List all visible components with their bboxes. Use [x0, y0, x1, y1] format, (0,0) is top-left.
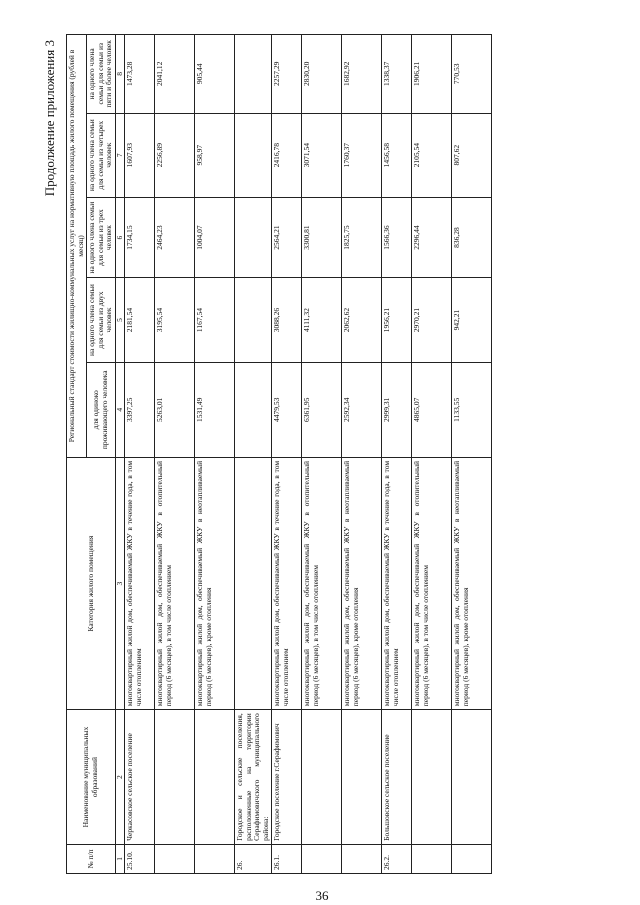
- row-number: 25.10.: [125, 844, 155, 873]
- row-number: 26.1.: [272, 844, 302, 873]
- header-col5: на одного члена семьи для семьи из двух человек: [87, 278, 116, 362]
- header-name: Наименование муниципальных образований: [67, 710, 116, 845]
- value-four: 3071,54: [302, 113, 342, 197]
- value-single: 3397,25: [125, 362, 155, 457]
- value-three: 2464,23: [155, 197, 195, 278]
- value-four: 958,97: [195, 113, 235, 197]
- value-four: 2416,78: [272, 113, 302, 197]
- municipality-name: Городское и сельские поселения, расположенные на территории Серафимовичского муниципального района:: [235, 710, 272, 845]
- rotated-page-content: [40, 34, 610, 874]
- index-cell: 6: [115, 197, 125, 278]
- value-three: [235, 197, 272, 278]
- municipality-name: [342, 710, 382, 845]
- value-four: 2256,89: [155, 113, 195, 197]
- value-single: 2999,31: [382, 362, 412, 457]
- value-five-plus: 1682,92: [342, 35, 382, 114]
- value-two: 1167,54: [195, 278, 235, 362]
- municipality-name: [195, 710, 235, 845]
- row-number: [342, 844, 382, 873]
- row-number: [195, 844, 235, 873]
- value-four: 1607,93: [125, 113, 155, 197]
- header-category: Категория жилого помещения: [67, 457, 116, 709]
- row-number: 26.: [235, 844, 272, 873]
- table-body: [125, 35, 492, 874]
- housing-category: многоквартирный жилой дом, обеспечиваемый ЖКУ в отопительный период (6 месяцев), в том числе отоплением: [302, 457, 342, 709]
- index-cell: 5: [115, 278, 125, 362]
- table-header: [67, 35, 125, 874]
- index-cell: 2: [115, 710, 125, 845]
- housing-category: многоквартирный жилой дом, обеспечиваемый ЖКУ в неотапливаемый период (6 месяцев), кроме отопления: [342, 457, 382, 709]
- value-single: 1531,49: [195, 362, 235, 457]
- row-number: [412, 844, 452, 873]
- index-row: [115, 35, 125, 874]
- header-col6: на одного члена семьи для семьи из трех человек: [87, 197, 116, 278]
- header-col4: для одиноко проживающего человека: [87, 362, 116, 457]
- value-five-plus: 2041,12: [155, 35, 195, 114]
- housing-category: многоквартирный жилой дом, обеспечиваемый ЖКУ в отопительный период (6 месяцев), в том числе отоплением: [412, 457, 452, 709]
- page-number: 36: [315, 888, 329, 903]
- header-group: Региональный стандарт стоимости жилищно-коммунальных услуг на нормативную площадь жилого помещения (рублей в месяц): [67, 35, 87, 458]
- table-row: [272, 35, 302, 874]
- value-single: [235, 362, 272, 457]
- header-col8: на одного члена семьи для семьи из пяти и более человек: [87, 35, 116, 114]
- value-single: 5263,01: [155, 362, 195, 457]
- table-row: [412, 35, 452, 874]
- value-single: 6361,95: [302, 362, 342, 457]
- row-number: [452, 844, 492, 873]
- index-cell: 1: [115, 844, 125, 873]
- table-row: [452, 35, 492, 874]
- value-two: 942,21: [452, 278, 492, 362]
- value-five-plus: 905,44: [195, 35, 235, 114]
- value-single: 4865,07: [412, 362, 452, 457]
- table-row: [125, 35, 155, 874]
- municipality-name: [155, 710, 195, 845]
- value-two: 3195,54: [155, 278, 195, 362]
- value-two: 2970,21: [412, 278, 452, 362]
- row-number: [302, 844, 342, 873]
- housing-category: многоквартирный жилой дом, обеспечиваемый ЖКУ в течение года, в том числе отоплением: [272, 457, 302, 709]
- housing-category: многоквартирный жилой дом, обеспечиваемый ЖКУ в отопительный период (6 месяцев), в том числе отоплением: [155, 457, 195, 709]
- value-two: [235, 278, 272, 362]
- value-five-plus: 1338,37: [382, 35, 412, 114]
- value-two: 2062,62: [342, 278, 382, 362]
- row-number: 26.2.: [382, 844, 412, 873]
- housing-category: многоквартирный жилой дом, обеспечиваемый ЖКУ в течение года, в том числе отоплением: [382, 457, 412, 709]
- value-single: 2592,34: [342, 362, 382, 457]
- value-two: 2181,54: [125, 278, 155, 362]
- value-four: [235, 113, 272, 197]
- value-four: 2105,54: [412, 113, 452, 197]
- value-three: 2564,21: [272, 197, 302, 278]
- index-cell: 8: [115, 35, 125, 114]
- housing-category: многоквартирный жилой дом, обеспечиваемый ЖКУ в неотапливаемый период (6 месяцев), кроме отопления: [452, 457, 492, 709]
- value-single: 4479,53: [272, 362, 302, 457]
- table-row: [155, 35, 195, 874]
- tariff-table: [66, 34, 492, 874]
- value-three: 1566,36: [382, 197, 412, 278]
- table-row: [195, 35, 235, 874]
- value-three: 836,28: [452, 197, 492, 278]
- table-row: [302, 35, 342, 874]
- index-cell: 3: [115, 457, 125, 709]
- municipality-name: Городское поселение г.Серафимович: [272, 710, 302, 845]
- row-number: [155, 844, 195, 873]
- value-four: 1760,37: [342, 113, 382, 197]
- value-single: 1133,55: [452, 362, 492, 457]
- value-three: 1825,75: [342, 197, 382, 278]
- municipality-name: [302, 710, 342, 845]
- value-three: 2296,44: [412, 197, 452, 278]
- municipality-name: Черкасовское сельское поселение: [125, 710, 155, 845]
- housing-category: [235, 457, 272, 709]
- municipality-name: [452, 710, 492, 845]
- value-three: 1004,07: [195, 197, 235, 278]
- value-four: 807,62: [452, 113, 492, 197]
- value-five-plus: 1906,21: [412, 35, 452, 114]
- value-two: 1956,21: [382, 278, 412, 362]
- value-three: 3300,81: [302, 197, 342, 278]
- value-three: 1734,15: [125, 197, 155, 278]
- value-five-plus: 770,53: [452, 35, 492, 114]
- header-no: № п/п: [67, 844, 116, 873]
- index-cell: 7: [115, 113, 125, 197]
- value-two: 4111,32: [302, 278, 342, 362]
- table-row: [342, 35, 382, 874]
- continuation-title: Продолжение приложения 3: [42, 40, 57, 197]
- header-col7: на одного члена семьи для семьи из четырех человек: [87, 113, 116, 197]
- housing-category: многоквартирный жилой дом, обеспечиваемый ЖКУ в течение года, в том числе отоплением: [125, 457, 155, 709]
- value-five-plus: [235, 35, 272, 114]
- value-five-plus: 2257,29: [272, 35, 302, 114]
- table-row: [235, 35, 272, 874]
- value-two: 3088,26: [272, 278, 302, 362]
- table-row: [382, 35, 412, 874]
- value-four: 1456,58: [382, 113, 412, 197]
- municipality-name: Большовское сельское поселение: [382, 710, 412, 845]
- value-five-plus: 1473,28: [125, 35, 155, 114]
- housing-category: многоквартирный жилой дом, обеспечиваемый ЖКУ в неотапливаемый период (6 месяцев), кроме отопления: [195, 457, 235, 709]
- municipality-name: [412, 710, 452, 845]
- index-cell: 4: [115, 362, 125, 457]
- value-five-plus: 2830,20: [302, 35, 342, 114]
